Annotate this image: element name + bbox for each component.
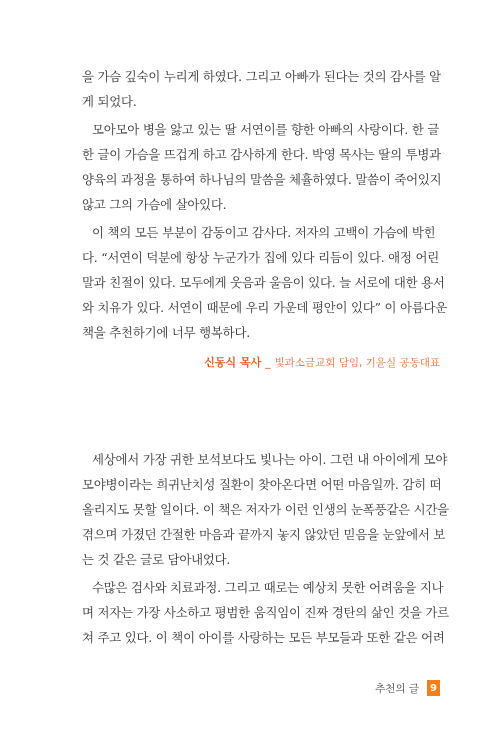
- text-line: 게 되었다.: [82, 94, 137, 109]
- author-credit: [204, 354, 440, 370]
- text-line: 쳐 주고 있다. 이 책이 아이를 사랑하는 모든 부모들과 또한 같은 어려: [82, 630, 445, 645]
- text-line: 올리지도 못할 일이다. 이 책은 저자가 이런 인생의 눈폭풍같은 시간을: [82, 502, 449, 517]
- text-line: 며 저자는 가장 사소하고 평범한 움직임이 진짜 경탄의 삶인 것을 가르: [82, 605, 449, 620]
- text-line: 겪으며 가졌던 간절한 마음과 끝까지 놓지 않았던 믿음을 눈앞에서 보: [82, 527, 446, 542]
- text-line: 다. “서연이 덕분에 항상 누군가가 집에 있다 리듬이 있다. 애정 어린: [82, 250, 440, 265]
- text-line: 한 글이 가슴을 뜨겁게 하고 감사하게 한다. 박영 목사는 딸의 투병과: [82, 147, 441, 162]
- text-line: 책을 추천하기에 너무 행복하다.: [82, 325, 250, 340]
- credit-name: 신동식 목사: [204, 356, 262, 369]
- credit-role: 빛과소금교회 담임, 기윤실 공동대표: [274, 357, 440, 369]
- recommendation-text-2: [82, 447, 449, 650]
- text-line: 말과 친절이 있다. 모두에게 웃음과 울음이 있다. 늘 서로에 대한 용서: [82, 275, 445, 290]
- text-line: 는 것 같은 글로 담아내었다.: [82, 552, 231, 567]
- page-footer: [375, 680, 440, 696]
- text-line: 을 가슴 깊숙이 누리게 하였다. 그리고 아빠가 된다는 것의 감사를 알: [82, 69, 441, 84]
- section-title: 추천의 글: [375, 682, 419, 695]
- text-line: 양육의 과정을 통하여 하나님의 말씀을 체휼하였다. 말씀이 죽어있지: [82, 172, 442, 187]
- text-line: 세상에서 가장 귀한 보석보다도 빛나는 아이. 그런 내 아이에게 모야: [92, 452, 448, 467]
- recommendation-text-1: [82, 64, 448, 345]
- text-line: 모야병이라는 희귀난치성 질환이 찾아온다면 어떤 마음일까. 감히 떠: [82, 477, 442, 492]
- page-number-badge: 9: [427, 680, 440, 696]
- text-line: 수많은 검사와 치료과정. 그리고 때로는 예상치 못한 어려움을 지나: [92, 580, 444, 595]
- text-line: 이 책의 모든 부분이 감동이고 감사다. 저자의 고백이 가슴에 박힌: [92, 225, 436, 240]
- text-line: 않고 그의 가슴에 살아있다.: [82, 197, 227, 212]
- text-line: 모아모아 병을 앓고 있는 딸 서연이를 향한 아빠의 사랑이다. 한 글: [92, 122, 440, 137]
- credit-separator: _: [265, 357, 271, 369]
- text-line: 와 치유가 있다. 서연이 때문에 우리 가운데 평안이 있다” 이 아름다운: [82, 300, 448, 315]
